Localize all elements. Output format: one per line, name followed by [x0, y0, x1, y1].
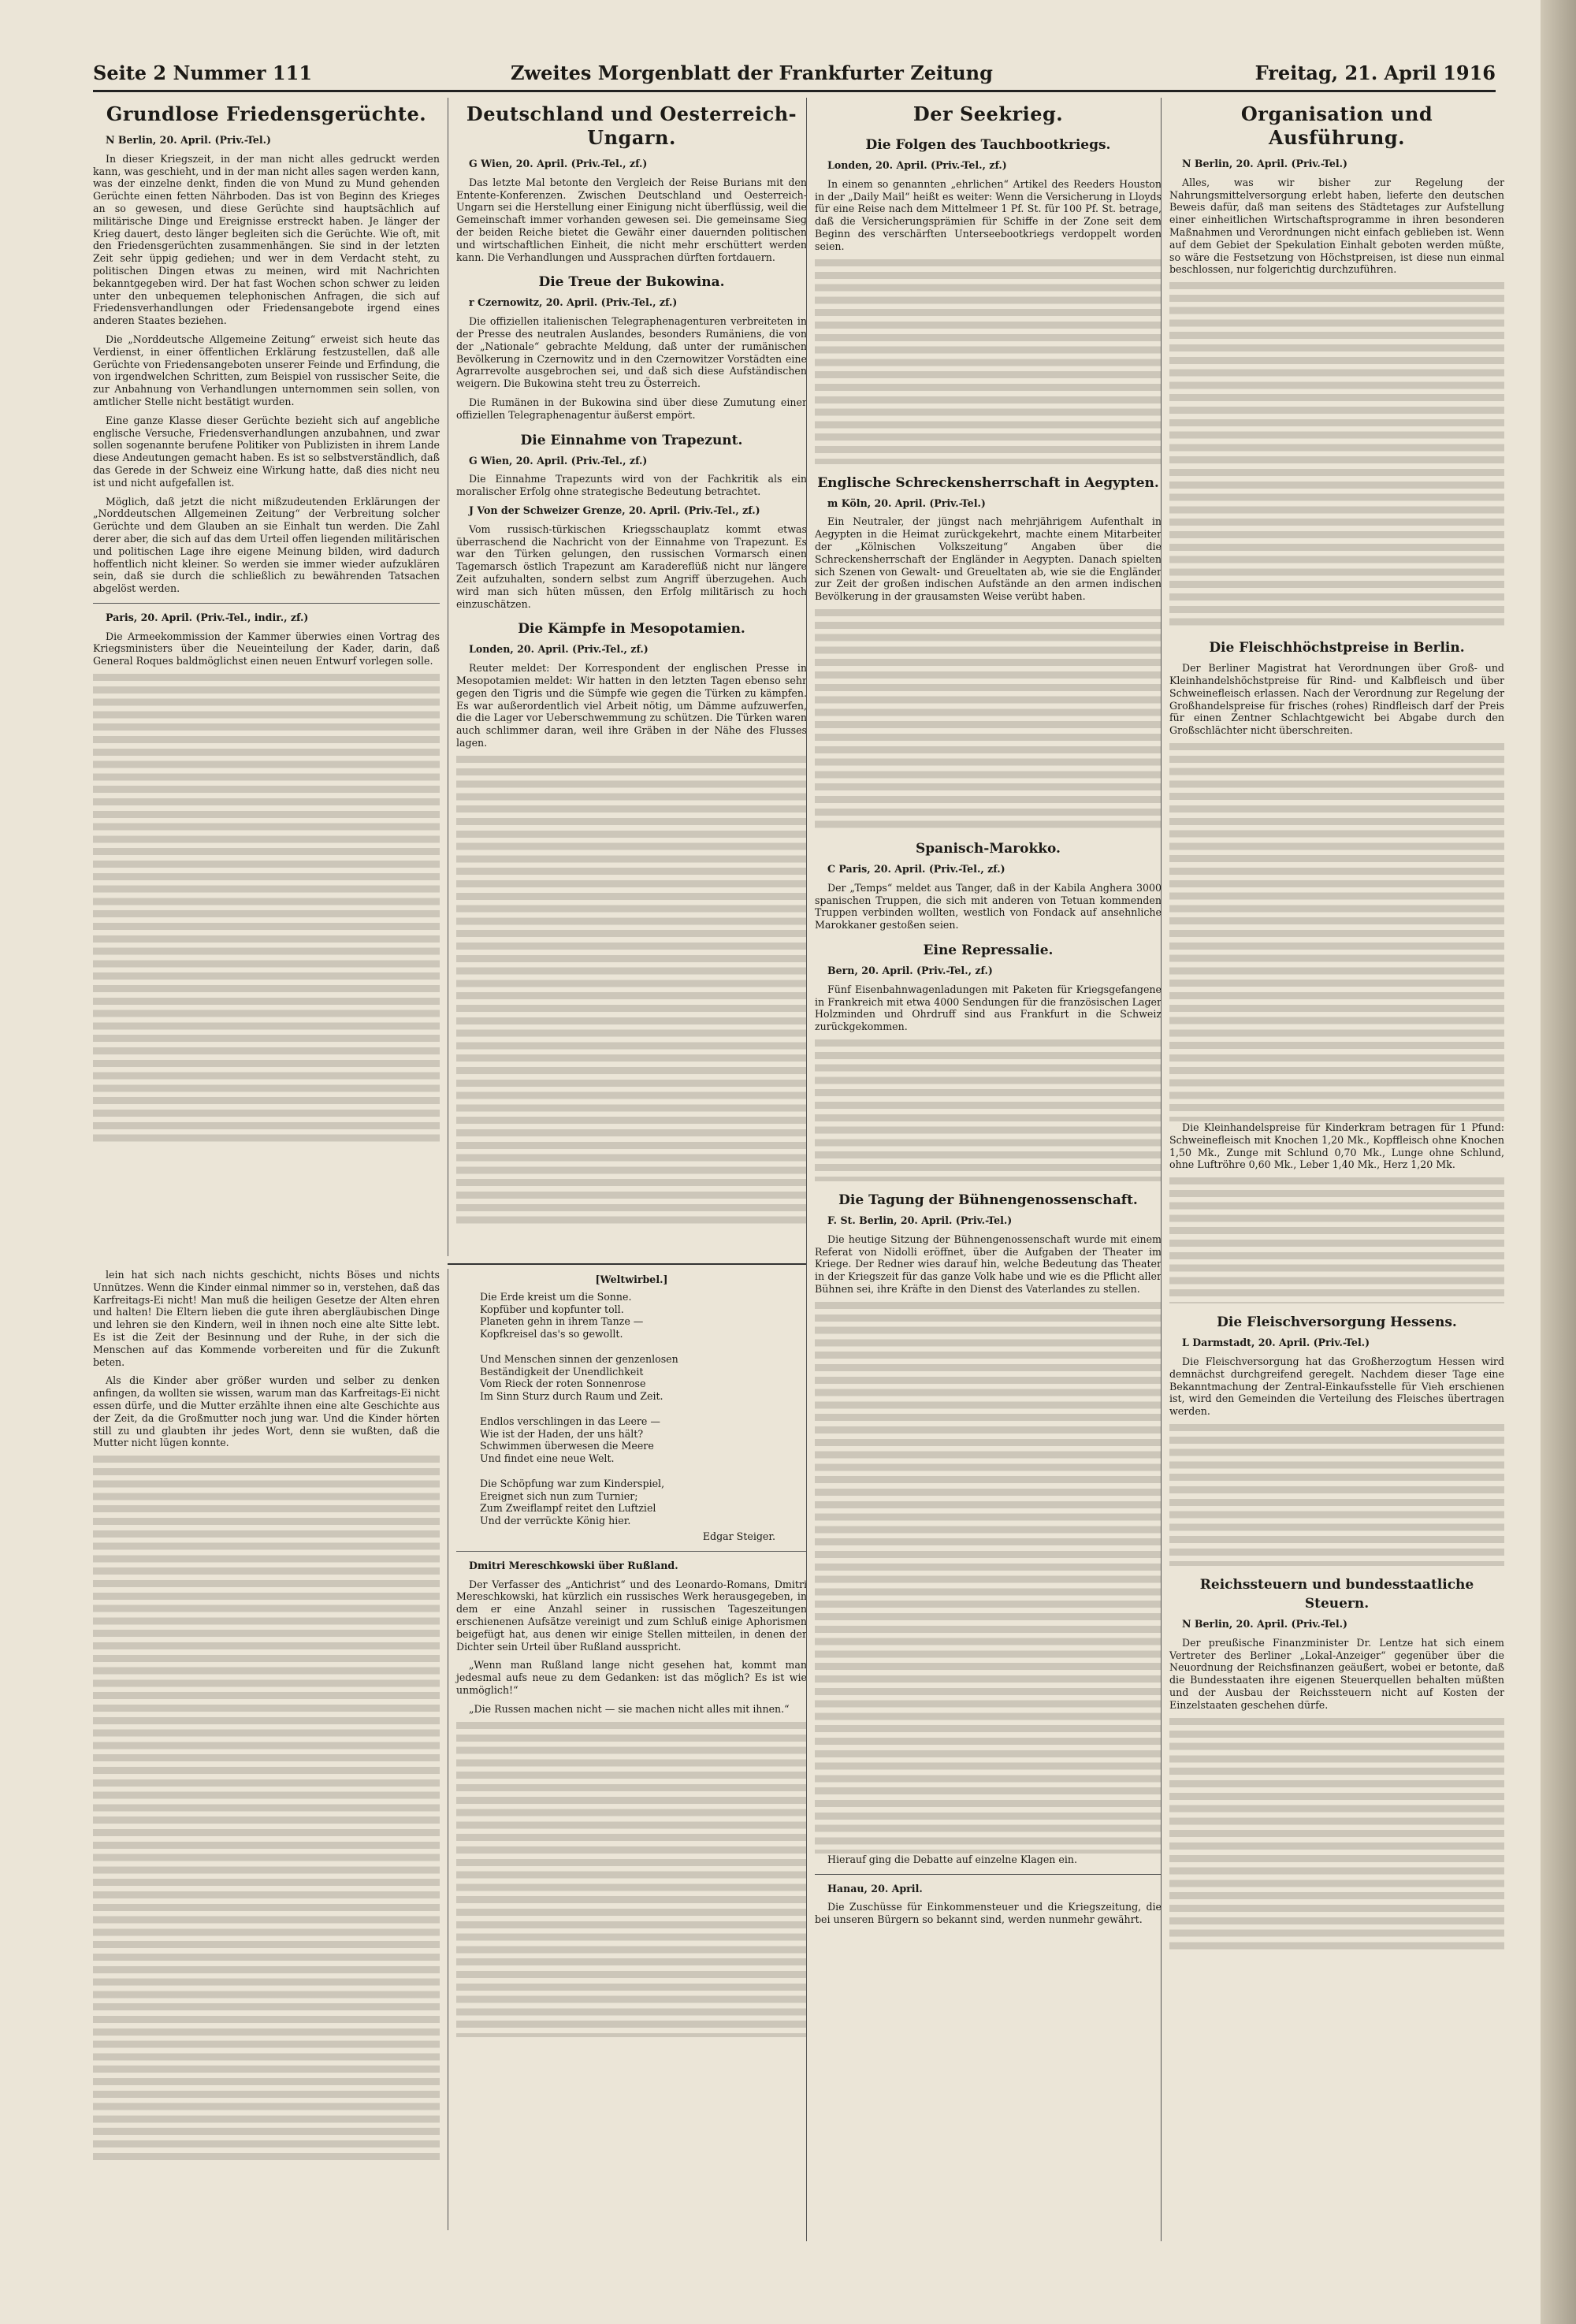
dateline: Londen, 20. April. (Priv.-Tel., zf.) [469, 643, 649, 656]
text-filler [1169, 1424, 1504, 1566]
poem-line: Zum Zweiflampf reitet den Luftziel [480, 1502, 656, 1515]
poem-line: Wie ist der Haden, der uns hält? [480, 1427, 644, 1440]
poem-line: Vom Rieck der roten Sonnenrose [480, 1378, 646, 1390]
poem-line: Kopfkreisel das's so gewollt. [480, 1328, 623, 1340]
feuilleton [93, 1269, 440, 2230]
poem-line: Und findet eine neue Welt. [480, 1452, 615, 1465]
feuilleton-rule [448, 1263, 806, 1265]
poem-line: Schwimmen überwesen die Meere [480, 1440, 654, 1452]
masthead-left: Seite 2 Nummer 111 [93, 61, 313, 84]
article-paragraph: In einem so genannten „ehrlichen“ Artikel des Reeders Houston in der „Daily Mail“ heißt es weiter: Wenn die Versicherung in Lloyds für eine Reise nach dem Mittelmeer 1 Pf. St. für 100 Pf. St. betrage, daß die Versicherungsprämien für Schiffe in der Zone seit dem Beginn des verschärften Unterseebootkriegs verdoppelt worden seien. [815, 177, 1162, 252]
masthead-right: Freitag, 21. April 1916 [1254, 61, 1496, 84]
dateline: J Von der Schweizer Grenze, 20. April. (Priv.-Tel., zf.) [469, 504, 760, 516]
article-paragraph: Der preußische Finanzminister Dr. Lentze hat sich einem Vertreter des Berliner „Lokal-Anzeiger“ gegenüber über die Neuordnung der Reichsfinanzen geäußert, wobei er betonte, daß die Bundesstaaten ihre eigenen Steuerquellen behalten müßten und der Ausbau der Reichssteuern nicht auf Kosten der Einzelstaaten geschehen dürfe. [1169, 1636, 1504, 1711]
text-filler [456, 756, 807, 1229]
article-paragraph: „Die Russen machen nicht — sie machen nicht alles mit ihnen.“ [469, 1702, 790, 1715]
section-heading: Die Einnahme von Trapezunt. [520, 432, 743, 448]
column-3 [806, 98, 1162, 2241]
dateline: N Berlin, 20. April. (Priv.-Tel.) [1182, 158, 1348, 169]
text-filler [1169, 1177, 1504, 1303]
dateline: F. St. Berlin, 20. April. (Priv.-Tel.) [827, 1214, 1013, 1226]
column-1 [93, 98, 440, 1256]
article-paragraph: Die Rumänen in der Bukowina sind über diese Zumutung einer offiziellen Telegraphenagentur äußerst empört. [456, 396, 807, 421]
section-heading: Reichssteuern und bundesstaatliche Steuern. [1199, 1576, 1474, 1612]
dateline: N Berlin, 20. April. (Priv.-Tel.) [106, 134, 272, 146]
poem-line: Die Schöpfung war zum Kinderspiel, [480, 1477, 665, 1489]
column-2-lower [448, 1269, 807, 2230]
column-divider [93, 603, 440, 604]
article-paragraph: Die Zuschüsse für Einkommensteuer und die Kriegszeitung, die bei unseren Bürgern so bekannt sind, werden nunmehr gewährt. [815, 1901, 1162, 1926]
text-filler [815, 259, 1162, 464]
poem-line: Endlos verschlingen in das Leere — [480, 1415, 660, 1427]
text-filler [93, 674, 440, 1147]
dateline: Paris, 20. April. (Priv.-Tel., indir., zf.) [106, 611, 309, 623]
article-paragraph: Fünf Eisenbahnwagenladungen mit Paketen für Kriegsgefangene in Frankreich mit etwa 4000 Sendungen für die französischen Lager Holzminden und Ohrdruff sind aus Frankfurt in die Schweiz zurückgekommen. [815, 983, 1162, 1033]
article-paragraph: Hierauf ging die Debatte auf einzelne Klagen ein. [827, 1853, 1078, 1865]
article-title: Der Seekrieg. [913, 102, 1064, 125]
article-title: Grundlose Friedensgerüchte. [106, 102, 427, 125]
dateline: m Köln, 20. April. (Priv.-Tel.) [827, 496, 986, 509]
dateline: Hanau, 20. April. [827, 1882, 923, 1895]
article-paragraph: Alles, was wir bisher zur Regelung der Nahrungsmittelversorgung erlebt haben, lieferte den deutschen Beweis dafür, daß man seitens des Städtetages zur Aufstellung einer einheitlichen Wirtschaftsprogramme in ihren besonderen Maßnahmen und Verordnungen nicht einfach geblieben ist. Wenn auf dem Gebiet der Spekulation Einhalt geboten werden müßte, so wäre die Festsetzung von Höchstpreisen, ist diese nun einmal beschlossen, nur folgerichtig durchzuführen. [1169, 176, 1504, 276]
dateline: G Wien, 20. April. (Priv.-Tel., zf.) [469, 158, 648, 169]
article-paragraph: Reuter meldet: Der Korrespondent der englischen Presse in Mesopotamien meldet: Wir hatten in den letzten Tagen ebenso sehr gegen den Tigris und die Sümpfe wie gegen die Türken zu kämpfen. Es war außerordentlich viel Arbeit nötig, um Dämme aufzuwerfen, die die Lager vor Ueberschwemmung zu schützen. Die Türken waren auch schlimmer daran, weil ihre Gräben in der Nähe des Flusses lagen. [456, 662, 807, 749]
article-paragraph: Die „Norddeutsche Allgemeine Zeitung“ erweist sich heute das Verdienst, in einer öffentlichen Erklärung festzustellen, daß alle Gerüchte von Friedensangeboten unserer Feinde und Erfindung, die von irgendwelchen Schritten, zum Beispiel von russischer Seite, die zur Anbahnung von Verhandlungen unternommen sein sollen, von amtlicher Stelle nicht bestätigt wurden. [93, 333, 440, 407]
column-divider [456, 1551, 807, 1552]
article-paragraph: Der Verfasser des „Antichrist“ und des Leonardo-Romans, Dmitri Mereschkowski, hat kürzlich ein russisches Werk herausgegeben, in dem er eine Anzahl seiner in russischen Tageszeitungen erschienenen Aufsätze vereinigt und zum Schluß einige Aphorismen beigefügt hat, aus denen wir einige Stellen mitteilen, in denen der Dichter sein Urteil über Rußland ausspricht. [456, 1578, 807, 1653]
article-title: Deutschland und Oesterreich-Ungarn. [466, 102, 797, 149]
poem-line: Und der verrückte König hier. [480, 1515, 631, 1527]
text-filler [815, 609, 1162, 830]
section-heading: Die Treue der Bukowina. [538, 274, 725, 291]
article-paragraph: Vom russisch-türkischen Kriegsschauplatz kommt etwas überraschend die Nachricht von der Einnahme von Trapezunt. Es war den Türken gelungen, den russischen Vormarsch einen Tagemarsch östlich Trapezunt am Karadereflüß nicht nur längere Zeit aufzuhalten, sondern selbst zum Angriff überzugehen. Auch wird man sich hüten müssen, den Erfolg militärisch zu hoch einzuschätzen. [456, 522, 807, 610]
text-filler [1169, 743, 1504, 1121]
article-paragraph: Als die Kinder aber größer wurden und selber zu denken anfingen, da wollten sie wissen, warum man das Karfreitags-Ei nicht essen dürfe, und die Mutter erzählte ihnen eine alte Geschichte aus der Zeit, da die Großmutter noch jung war. Und die Kinder hörten still zu und glaubten ihr jedes Wort, denn sie wußten, daß die Mutter nicht lügen konnte. [93, 1374, 440, 1449]
text-filler [1169, 1718, 1504, 1954]
section-heading: Spanisch-Marokko. [916, 840, 1061, 857]
article-paragraph: Die Einnahme Trapezunts wird von der Fachkritik als ein moralischer Erfolg ohne strategische Bedeutung betrachtet. [456, 473, 807, 498]
poem-author: Edgar Steiger. [702, 1530, 775, 1542]
page-binding-edge [1541, 0, 1576, 2324]
article-paragraph: lein hat sich nach nichts geschicht, nichts Böses und nichts Unnützes. Wenn die Kinder einmal nimmer so in, verstehen, daß das Karfreitags-Ei nicht! Man muß die heiligen Gesetze der Alten ehren und halten! Die Eltern lieben die gute ihren abergläubischen Dinge und lehren sie den Kindern, weil in ihnen noch eine alte Sitte lebt. Es ist die Zeit der Besinnung und der Ruhe, in der sich die Menschen auf das Kommende vorbereiten und für die Zukunft beten. [93, 1269, 440, 1368]
poem-line: Im Sinn Sturz durch Raum und Zeit. [480, 1390, 663, 1403]
article-paragraph: Möglich, daß jetzt die nicht mißzudeutenden Erklärungen der „Norddeutschen Allgemeinen Zeitung“ der Verbreitung solcher Gerüchte und dem Glauben an sie Einhalt tun werden. Die Zahl derer aber, die sich auf das dem Urteil offen liegenden militärischen und politischen Lage ihre eigene Meinung bilden, wird dadurch hoffentlich nicht kleiner. So werden sie immer wieder aufzuklären sein, daß sie durch die schließlich zu bewährenden Tatsachen abgelöst werden. [93, 495, 440, 595]
article-paragraph: Das letzte Mal betonte den Vergleich der Reise Burians mit den Entente-Konferenzen. Zwischen Deutschland und Oesterreich-Ungarn sei die Herstellung einer Einigung nicht überflüssig, weil die Gemeinschaft immer vorhanden gewesen sei. Die gemeinsame Sieg der beiden Reiche bietet die Gewähr einer dauernden politischen und wirtschaftlichen Einheit, die nicht mehr erschüttert werden kann. Die Verhandlungen und Aussprachen dürften fortdauern. [456, 176, 807, 263]
dateline: Dmitri Mereschkowski über Rußland. [469, 1559, 678, 1571]
article-paragraph: Die Kleinhandelspreise für Kinderkram betragen für 1 Pfund: Schweinefleisch mit Knochen 1,20 Mk., Kopffleisch ohne Knochen 1,50 Mk., Zunge mit Schlund 0,70 Mk., Lunge ohne Schlund, ohne Luftröhre 0,60 Mk., Leber 1,40 Mk., Herz 1,20 Mk. [1169, 1121, 1504, 1171]
article-paragraph: Die Armeekommission der Kammer überwies einen Vortrag des Kriegsministers über die Neueinteilung der Kader, darin, daß General Roques baldmöglichst einen neuen Entwurf vorlegen solle. [93, 630, 440, 667]
masthead [93, 58, 1496, 92]
poem-line: Kopfüber und kopfunter toll. [480, 1303, 624, 1315]
section-heading: Die Fleischversorgung Hessens. [1217, 1314, 1457, 1331]
column-2 [448, 98, 807, 1256]
article-paragraph: Die offiziellen italienischen Telegraphenagenturen verbreiteten in der Presse des neutralen Auslandes, besonders Rumäniens, die von der „Nationale“ gebrachte Meldung, daß unter der rumänischen Bevölkerung in Czernowitz und in den Czernowitzer Vorstädten eine Agrarrevolte ausgebrochen sei, und daß sich diese Aufständischen weigern. Die Bukowina steht treu zu Österreich. [456, 315, 807, 390]
article-paragraph: Die Fleischversorgung hat das Großherzogtum Hessen wird demnächst durchgreifend geregelt. Nachdem dieser Tage eine Bekanntmachung der Zentral-Einkaufsstelle für Vieh erschienen ist, wird den Gemeinden die Verteilung des Fleisches übertragen werden. [1169, 1355, 1504, 1418]
article-paragraph: In dieser Kriegszeit, in der man nicht alles gedruckt werden kann, was geschieht, und in der man nicht alles sagen werden kann, was der einzelne denkt, finden die von Mund zu Mund gehenden Gerüchte einen fetten Nährboden. Das ist von Beginn des Krieges an so gewesen, und diese Gerüchte sind hauptsächlich auf militärische Dinge und Ereignisse erstreckt haben. Je länger der Krieg dauert, desto länger begleiten sich die Gerüchte. Wie oft, mit den Friedensgerüchten zusammenhängen. Sie sind in der letzten Zeit sehr üppig gediehen; und wer in dem Verdacht steht, zu politischen Dingen etwas zu meinen, wird mit Nachrichten bekanntgegeben wird. Der hat fast Wochen schon schwer zu leiden unter den unbequemen telephonischen Anfragen, die sich auf Friedensverhandlungen oder Friedensangebote irgend eines anderen Staates beziehen. [93, 152, 440, 327]
column-4 [1161, 98, 1504, 2241]
poem-line: Beständigkeit der Unendlichkeit [480, 1365, 644, 1378]
dateline: Bern, 20. April. (Priv.-Tel., zf.) [827, 964, 993, 976]
masthead-center: Zweites Morgenblatt der Frankfurter Zeitung [511, 61, 993, 84]
text-filler [456, 1722, 807, 2037]
column-divider [815, 1874, 1162, 1875]
text-filler [815, 1302, 1162, 1854]
poem-line: Die Erde kreist um die Sonne. [480, 1290, 632, 1303]
text-filler [93, 1456, 440, 2165]
dateline: C Paris, 20. April. (Priv.-Tel., zf.) [827, 862, 1005, 875]
article-paragraph: Die heutige Sitzung der Bühnengenossenschaft wurde mit einem Referat von Nidolli eröffnet, über die Aufgaben der Theater im Kriege. Der Redner wies darauf hin, welche Bedeutung das Theater in der Kriegszeit für das ganze Volk habe und wie es die Pflicht aller Bühnen sei, ihre Kräfte in den Dienst des Vaterlandes zu stellen. [815, 1233, 1162, 1295]
poem-line: Planeten gehn in ihrem Tanze — [480, 1315, 644, 1328]
article-title: Organisation und Ausführung. [1240, 102, 1433, 149]
section-heading: Die Kämpfe in Mesopotamien. [518, 621, 745, 638]
text-filler [815, 1039, 1162, 1181]
article-paragraph: Der Berliner Magistrat hat Verordnungen über Groß- und Kleinhandelshöchstpreise für Rind- und Kalbfleisch und über Schweinefleisch erlassen. Nach der Verordnung zur Regelung der Großhandelspreise für frisches (rohes) Rindfleisch darf der Preis für einen Zentner Schlachtgewicht bei Abgabe durch den Großschlächter nicht überschreiten. [1169, 662, 1504, 737]
poem-line: Und Menschen sinnen der genzenlosen [480, 1352, 678, 1365]
dateline: r Czernowitz, 20. April. (Priv.-Tel., zf.) [469, 296, 678, 309]
section-heading: Die Tagung der Bühnengenossenschaft. [838, 1192, 1138, 1208]
section-heading: Englische Schreckensherrschaft in Aegypten. [817, 474, 1159, 491]
poem-title: [Weltwirbel.] [595, 1274, 668, 1285]
article-paragraph: Ein Neutraler, der jüngst nach mehrjährigem Aufenthalt in Aegypten in die Heimat zurückgekehrt, machte einem Mitarbeiter der „Kölnischen Volkszeitung“ Angaben über die Schreckensherrschaft der Engländer in Aegypten. Danach spielten sich Szenen von Gewalt- und Greueltaten ab, wie sie die Engländer zur Zeit der großen indischen Aufstände an den armen indischen Bevölkerung in der grausamsten Weise verübt haben. [815, 515, 1162, 603]
text-filler [1169, 282, 1504, 629]
section-subtitle: Die Folgen des Tauchbootkriegs. [865, 137, 1111, 153]
dateline: L Darmstadt, 20. April. (Priv.-Tel.) [1182, 1337, 1370, 1349]
section-heading: Eine Repressalie. [923, 942, 1054, 958]
dateline: N Berlin, 20. April. (Priv.-Tel.) [1182, 1617, 1348, 1630]
section-heading: Die Fleischhöchstpreise in Berlin. [1209, 640, 1465, 656]
article-paragraph: „Wenn man Rußland lange nicht gesehen hat, kommt man jedesmal aufs neue zu dem Gedanken: ist das möglich? Es ist wie unmöglich!“ [456, 1659, 807, 1696]
article-paragraph: Der „Temps“ meldet aus Tanger, daß in der Kabila Anghera 3000 spanischen Truppen, die sich mit anderen von Tetuan kommenden Truppen verbinden wollten, westlich von Fondack auf ansehnliche Marokkaner gestoßen seien. [815, 881, 1162, 931]
poem-line: Ereignet sich nun zum Turnier; [480, 1489, 638, 1502]
article-paragraph: Eine ganze Klasse dieser Gerüchte bezieht sich auf angebliche englische Versuche, Friedensverhandlungen anzubahnen, und zwar sollen sogenannte berufene Politiker von Publizisten in ihrem Lande diese Andeutungen gemacht haben. Es ist so selbstverständlich, daß das Gerede in der Schweiz eine Wirkung hatte, daß dies nicht neu ist und nicht aufgefallen ist. [93, 414, 440, 489]
dateline: G Wien, 20. April. (Priv.-Tel., zf.) [469, 454, 648, 467]
poem [456, 1274, 807, 1543]
dateline: Londen, 20. April. (Priv.-Tel., zf.) [827, 159, 1007, 171]
